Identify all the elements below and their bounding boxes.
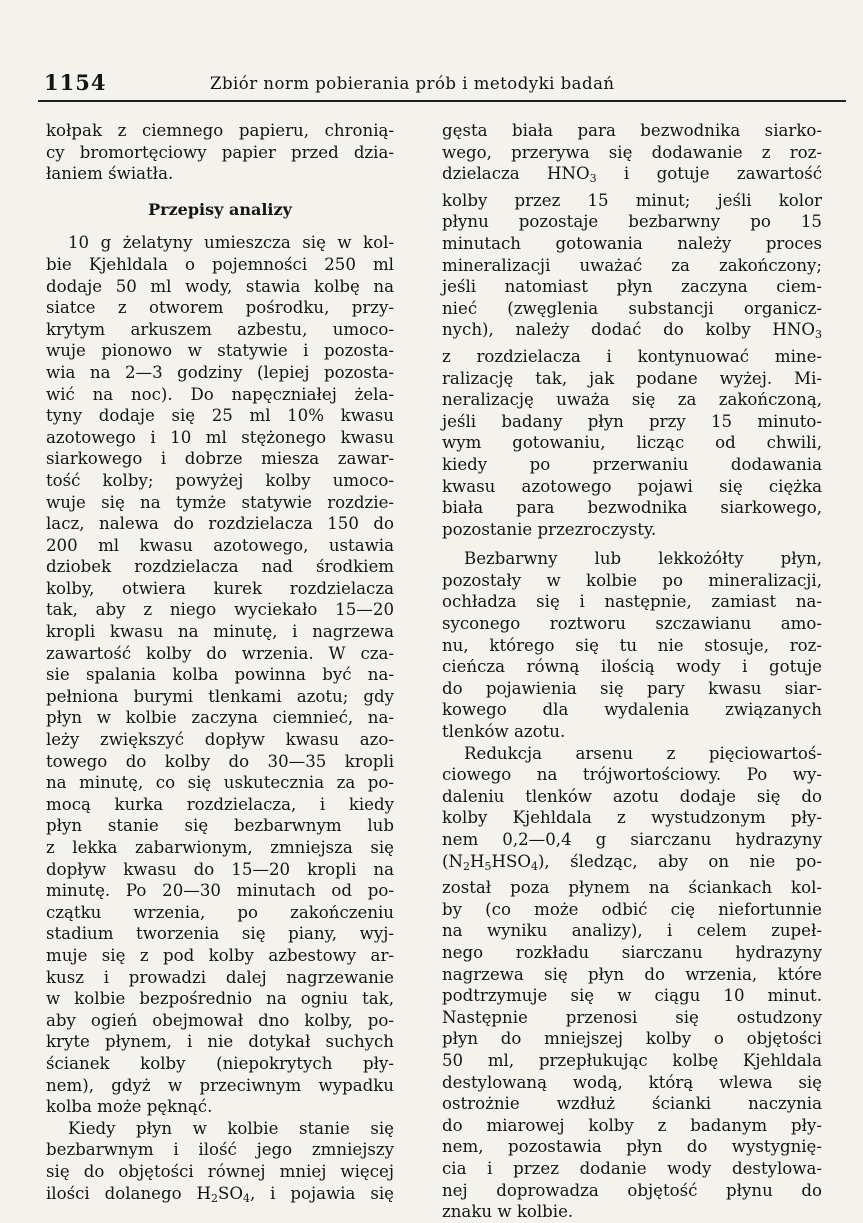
header-rule [38,100,846,102]
text-line: czątku wrzenia, po zakończeniu [46,902,394,922]
paragraph [46,232,394,1117]
formula-subscript: 5 [484,859,492,873]
text-line: gęsta biała para bezwodnika siarko- [442,121,822,140]
text-line: pozostanie przezroczysty. [442,519,657,539]
paragraph [442,120,822,540]
text-line: neralizację uważa się za zakończoną, [442,390,822,410]
formula-part: SO [217,1183,243,1203]
text-line: mocą kurka rozdzielacza, i kiedy [46,794,394,814]
text-line: siarkowego i dobrze miesza zawar- [46,449,394,469]
text-line: podtrzymuje się w ciągu 10 minut. [442,986,822,1006]
text-line: mineralizacji uważać za zakończony; [442,255,822,275]
text-line: tość kolby; powyżej kolby umoco- [46,470,394,490]
text-line: destylowaną wodą, którą wlewa się [442,1072,822,1092]
text-line: azotowego i 10 ml stężonego kwasu [46,427,394,447]
text-line: bie Kjehldala o pojemności 250 ml [46,254,394,274]
text-line: nem, pozostawia płyn do wystygnię- [442,1137,822,1157]
text-line: się do objętości równej mniej więcej [46,1161,394,1181]
text-line: dziobek rozdzielacza nad środkiem [46,557,394,577]
text-line: lacz, nalewa do rozdzielacza 150 do [46,514,394,534]
text-line: kropli kwasu na minutę, i nagrzewa [46,622,394,642]
text-line: jeśli badany płyn przy 15 minuto- [442,411,822,431]
text-line: wego, przerywa się dodawanie z roz- [442,142,822,162]
text-line: z lekka zabarwionym, zmniejsza się [46,838,394,857]
text-line: leży zwiększyć dopływ kwasu azo- [46,730,394,750]
text-line: kolby Kjehldala z wystudzonym pły- [442,808,822,828]
text-line: dopływ kwasu do 15—20 kropli na [46,859,394,879]
formula-part: HSO [491,851,531,871]
text-line: tlenków azotu. [442,722,566,742]
formula-subscript: 2 [210,1191,218,1205]
text-line: w kolbie bezpośrednio na ogniu tak, [46,989,394,1009]
text-fragment: ), śledząc, aby on nie po- [537,851,822,871]
text-fragment: ilości dolanego [46,1183,197,1203]
text-line: wuje pionowo w statywie i pozosta- [46,341,394,361]
text-line: towego do kolby do 30—35 kropli [46,751,394,771]
text-line: krytym arkuszem azbestu, umoco- [46,319,394,339]
text-line-formula [442,163,822,190]
text-line: wia na 2—3 godziny (lepiej pozosta- [46,362,394,382]
formula-subscript: 4 [242,1191,250,1205]
text-line: ralizację tak, jak podane wyżej. Mi- [442,368,822,388]
text-line: z rozdzielacza i kontynuować mine- [442,346,822,366]
paragraph-gap [442,540,822,548]
text-line: cia i przez dodanie wody destylowa- [442,1158,822,1178]
text-line: stadium tworzenia się piany, wyj- [46,924,394,944]
paragraph [46,1118,394,1209]
text-line: 10 g żelatyny umieszcza się w kol- [68,233,394,253]
text-line: jeśli natomiast płyn zaczyna ciem- [442,277,822,297]
text-line: płyn w kolbie zaczyna ciemnieć, na- [46,708,394,728]
text-line: kolby przez 15 minut; jeśli kolor [442,190,822,210]
text-line: kiedy po przerwaniu dodawania [442,454,822,474]
text-line: płyn do mniejszej kolby o objętości [442,1029,822,1049]
running-head: Zbiór norm pobierania prób i metodyki badań [210,74,615,93]
formula-part: (N [442,851,463,871]
text-fragment: dzielacza HNO [442,164,590,184]
text-line: biała para bezwodnika siarkowego, [442,498,822,518]
text-line: kwasu azotowego pojawi się ciężka [442,476,822,496]
text-line: siatce z otworem pośrodku, przy- [46,298,394,318]
text-line: pozostały w kolbie po mineralizacji, [442,570,822,590]
text-line-formula [442,851,822,878]
text-line: kowego dla wydalenia związanych [442,700,822,720]
text-line: dodaje 50 ml wody, stawia kolbę na [46,276,394,296]
left-column [46,120,394,1209]
text-fragment: , i pojawia się [249,1183,395,1203]
text-line: na wyniku analizy), i celem zupeł- [442,921,822,941]
text-line: nu, którego się tu nie stosuje, roz- [442,635,822,655]
text-fragment: nych), należy dodać do kolby HNO [442,320,815,340]
text-line: na minutę, co się uskutecznia za po- [46,773,394,793]
text-line: został poza płynem na ściankach kol- [442,878,822,898]
text-line: bezbarwnym i ilość jego zmniejszy [46,1140,394,1160]
formula-subscript: 2 [463,859,470,873]
text-line: kolba może pęknąć. [46,1097,213,1117]
text-line: cieńcza równą ilością wody i gotuje [442,657,822,677]
formula-subscript: 3 [815,328,822,342]
text-line: ochładza się i następnie, zamiast na- [442,592,822,612]
paragraph [442,548,822,742]
text-line: pełniona burymi tlenkami azotu; gdy [46,686,394,706]
text-line: Redukcja arsenu z pięciowartoś- [464,743,822,763]
text-line: by (co może odbić cię niefortunnie [442,899,822,919]
text-line: 50 ml, przepłukując kolbę Kjehldala [442,1050,822,1070]
text-line: syconego roztworu szczawianu amo- [442,614,822,634]
text-line: wuje się na tymże statywie rozdzie- [46,492,394,512]
text-line: płynu pozostaje bezbarwny po 15 [442,212,822,232]
text-line: sie spalania kolba powinna być na- [46,665,394,685]
text-line: nieć (zwęglenia substancji organicz- [442,298,822,318]
text-line: zawartość kolby do wrzenia. W cza- [46,643,394,663]
text-line: ostrożnie wzdłuż ścianki naczynia [442,1094,822,1114]
formula-part: H [470,851,485,871]
text-line: nej doprowadza objętość płynu do [442,1180,822,1200]
text-line-formula [442,319,822,346]
text-line: Bezbarwny lub lekkożółty płyn, [464,549,822,569]
formula-subscript: 3 [589,172,597,186]
text-line: do pojawienia się pary kwasu siar- [442,678,822,698]
text-line: minutę. Po 20—30 minutach od po- [46,881,394,901]
text-line: aby ogień obejmował dno kolby, po- [46,1010,394,1030]
text-line: kolby, otwiera kurek rozdzielacza [46,578,394,598]
page-number: 1154 [44,70,107,95]
paragraph [442,743,822,1223]
text-line: nego rozkładu siarczanu hydrazyny [442,942,822,962]
text-line: Następnie przenosi się ostudzony [442,1007,822,1027]
text-line: nem 0,2—0,4 g siarczanu hydrazyny [442,830,822,849]
section-heading: Przepisy analizy [148,199,292,219]
formula-subscript: 4 [530,859,538,873]
text-line: minutach gotowania należy proces [442,233,822,253]
text-line: cy bromortęciowy papier przed dzia- [46,142,394,162]
text-line: nagrzewa się płyn do wrzenia, które [442,964,822,984]
text-line: kołpak z ciemnego papieru, chronią- [46,121,394,140]
formula-part: H [196,1183,211,1203]
text-line: wym gotowaniu, licząc od chwili, [442,433,822,453]
text-line: tak, aby z niego wyciekało 15—20 [46,600,394,620]
text-line: znaku w kolbie. [442,1202,574,1222]
paragraph [46,120,394,185]
text-line: ścianek kolby (niepokrytych pły- [46,1053,394,1073]
text-line: ciowego na trójwortościowy. Po wy- [442,765,822,785]
right-column [442,120,822,1223]
text-fragment: i gotuje zawartość [596,164,822,184]
text-line: do miarowej kolby z badanym pły- [442,1115,822,1135]
text-line: wić na noc). Do napęczniałej żela- [46,384,394,404]
text-line: łaniem światła. [46,164,174,184]
text-line: daleniu tlenków azotu dodaje się do [442,786,822,806]
text-line: kryte płynem, i nie dotykał suchych [46,1032,394,1052]
text-line-formula [46,1183,394,1210]
text-line: nem), gdyż w przeciwnym wypadku [46,1075,394,1095]
text-line: tyny dodaje się 25 ml 10% kwasu [46,406,394,426]
page-header [38,70,846,104]
text-line: muje się z pod kolby azbestowy ar- [46,945,394,965]
text-line: Kiedy płyn w kolbie stanie się [68,1118,394,1138]
text-line: płyn stanie się bezbarwnym lub [46,816,394,836]
text-line: kusz i prowadzi dalej nagrzewanie [46,967,394,987]
text-line: 200 ml kwasu azotowego, ustawia [46,535,394,555]
